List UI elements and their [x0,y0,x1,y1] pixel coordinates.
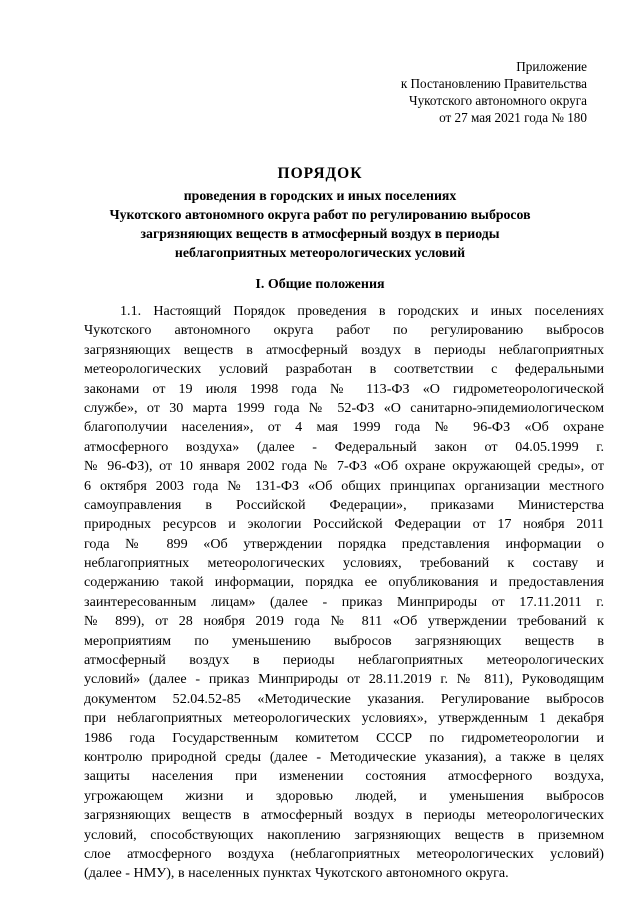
paragraph-line: атмосферного воздуха» (далее - Федеральный закон от 04.05.1999 г. [84,438,604,455]
paragraph-line: 1986 года Государственным комитетом СССР по гидрометеорологии и [84,729,604,746]
title-main: ПОРЯДОК [277,165,363,182]
paragraph-line: благополучии населения», от 4 мая 1999 года № 96-ФЗ «Об охране [84,419,604,436]
paragraph-line: мероприятиям по уменьшению выбросов загрязняющих веществ в [84,632,604,649]
paragraph-line: самоуправления в Российской Федерации», приказами Министерства [84,496,604,513]
paragraph-line: условий» (далее - приказ Минприроды от 28.11.2019 г. № 811), Руководящим [84,671,604,688]
paragraph-line: 1.1. Настоящий Порядок проведения в городских и иных поселениях [120,303,604,319]
paragraph-line: содержанию такой информации, порядка ее опубликования и предоставления [84,574,604,591]
paragraph-line: контролю природной среды (далее - Методические указания), а также в целях [84,748,604,765]
section-heading: I. Общие положения [255,277,385,292]
paragraph-line: Чукотского автономного округа работ по регулированию выбросов [84,322,604,339]
paragraph-line: метеорологических условий разработан в соответствии с федеральными [84,361,604,378]
paragraph-line: атмосферный воздух в периоды неблагоприятных метеорологических [84,652,604,669]
paragraph-1-1 [84,302,604,884]
paragraph-line: загрязняющих веществ в атмосферный воздух в периоды метеорологических [84,807,604,824]
paragraph-line: (далее - НМУ), в населенных пунктах Чукотского автономного округа. [84,865,509,882]
paragraph-line: при неблагоприятных метеорологических условиях», утвержденным 1 декабря [84,710,604,727]
title-subtitle-line: Чукотского автономного округа работ по регулированию выбросов [109,207,531,222]
paragraph-line: загрязняющих веществ в атмосферный воздух в периоды неблагоприятных [84,341,604,358]
paragraph-line: № 899), от 28 ноября 2019 года № 811 «Об утверждении требований к [84,613,604,630]
appendix-line: Приложение [516,59,587,74]
paragraph-line: защиты населения при изменении состояния атмосферного воздуха, [84,768,604,785]
appendix-line: к Постановлению Правительства [400,76,587,91]
paragraph-line: заинтересованным лицам» (далее - приказ Минприроды от 17.11.2011 г. [84,593,604,610]
paragraph-line: природных ресурсов и экологии Российской Федерации от 17 ноября 2011 [84,516,604,533]
paragraph-line: слое атмосферного воздуха (неблагоприятных метеорологических условий) [84,845,604,862]
paragraph-line: службе», от 30 марта 1999 года № 52-ФЗ «О санитарно-эпидемиологическом [84,399,604,416]
appendix-reference [347,58,587,126]
paragraph-line: года № 899 «Об утверждении порядка представления информации о [84,535,604,552]
title-subtitle-line: проведения в городских и иных поселениях [183,188,457,203]
title-subtitle-line: загрязняющих веществ в атмосферный воздух в периоды [140,226,500,241]
document-title [90,163,550,262]
paragraph-line: № 96-ФЗ), от 10 января 2002 года № 7-ФЗ «Об охране окружающей среды», от [84,458,604,475]
paragraph-line: законами от 19 июля 1998 года № 113-ФЗ «О гидрометеорологической [84,380,604,397]
appendix-line: от 27 мая 2021 года № 180 [439,110,587,125]
paragraph-line: 6 октября 2003 года № 131-ФЗ «Об общих принципах организации местного [84,477,604,494]
title-subtitle-line: неблагоприятных метеорологических условий [174,245,466,260]
paragraph-line: документом 52.04.52-85 «Методические указания. Регулирование выбросов [84,690,604,707]
paragraph-line: условий, способствующих накоплению загрязняющих веществ в приземном [84,826,604,843]
paragraph-line: неблагоприятных метеорологических условиях, требований к составу и [84,555,604,572]
appendix-line: Чукотского автономного округа [409,93,587,108]
paragraph-line: угрожающем жизни и здоровью людей, и уменьшения выбросов [84,787,604,804]
